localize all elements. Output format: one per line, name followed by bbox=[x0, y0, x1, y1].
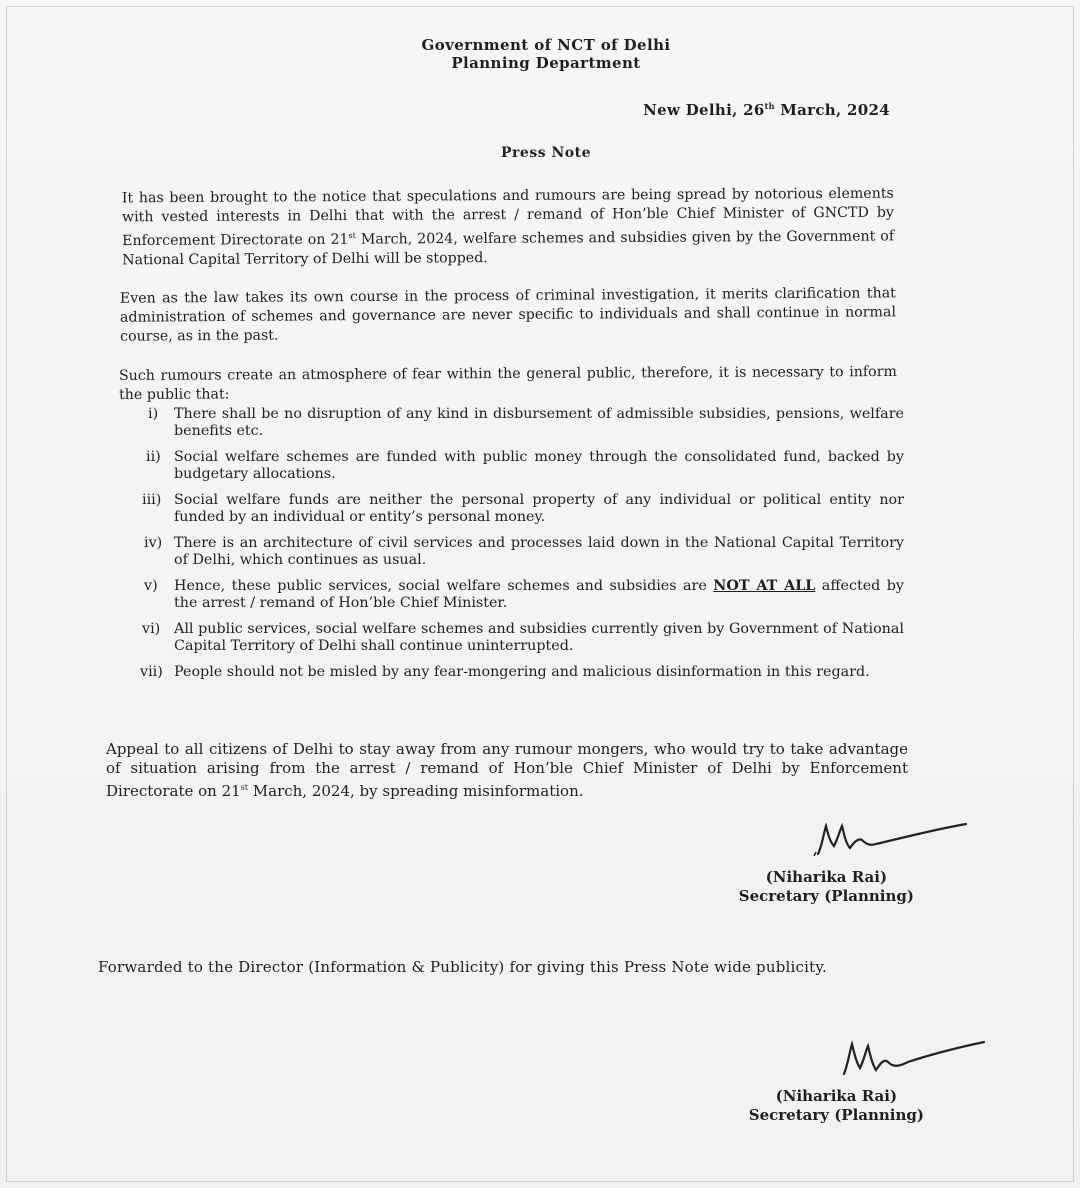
list-item: ii) Social welfare schemes are funded with public money through the consolidated fund, backed by budgetary allocations. bbox=[146, 449, 904, 482]
press-note-title: Press Note bbox=[501, 145, 591, 161]
signatory-2-designation: Secretary (Planning) bbox=[748, 1106, 924, 1124]
signature-2 bbox=[838, 1036, 988, 1080]
header-government: Government of NCT of Delhi bbox=[421, 36, 671, 54]
paragraph-law-course: Even as the law takes its own course in the process of criminal investigation, it merits clarification that administration of schemes and governance are never specific to individuals and shall continue in normal course, as in the past. bbox=[119, 285, 897, 345]
header-department: Planning Department bbox=[451, 54, 641, 72]
paragraph-forwarded: Forwarded to the Director (Information & Publicity) for giving this Press Note wide publicity. bbox=[98, 958, 827, 976]
signature-1 bbox=[812, 816, 972, 860]
points-list bbox=[140, 406, 904, 690]
signatory-2-block bbox=[749, 1087, 924, 1125]
signatory-1-name: (Niharika Rai) bbox=[765, 868, 888, 886]
list-item: v) Hence, these public services, social welfare schemes and subsidies are NOT AT ALL affected by the arrest / remand of Hon’ble Chief Minister. bbox=[144, 578, 904, 611]
paragraph-appeal: Appeal to all citizens of Delhi to stay away from any rumour mongers, who would try to take advantage of situation arising from the arrest / remand of Hon’ble Chief Minister of Delhi by Enforcement Directorate on 21st March, 2024, by spreading misinformation. bbox=[106, 740, 908, 800]
emphasis-not-at-all: NOT AT ALL bbox=[713, 578, 816, 594]
list-item: iii) Social welfare funds are neither the personal property of any individual or political entity nor funded by an individual or entity’s personal money. bbox=[142, 492, 904, 525]
list-item: vi) All public services, social welfare schemes and subsidies currently given by Government of National Capital Territory of Delhi shall continue uninterrupted. bbox=[142, 621, 904, 654]
signatory-1-designation: Secretary (Planning) bbox=[738, 887, 914, 905]
list-item: vii) People should not be misled by any fear-mongering and malicious disinformation in this regard. bbox=[140, 664, 870, 680]
list-item: i) There shall be no disruption of any kind in disbursement of admissible subsidies, pensions, welfare benefits etc. bbox=[148, 406, 904, 439]
signatory-2-name: (Niharika Rai) bbox=[775, 1087, 898, 1105]
paragraph-inform-public: Such rumours create an atmosphere of fear within the general public, therefore, it is necessary to inform the public that: bbox=[118, 363, 897, 404]
paragraph-rumours-notice: It has been brought to the notice that speculations and rumours are being spread by notorious elements with vested interests in Delhi that with the arrest / remand of Hon’ble Chief Minister of GNCTD by Enforcement Directorate on 21st March, 2024, welfare schemes and subsidies given by the Government of National Capital Territory of Delhi will be stopped. bbox=[121, 185, 895, 269]
list-item: iv) There is an architecture of civil services and processes laid down in the National Capital Territory of Delhi, which continues as usual. bbox=[144, 535, 904, 568]
signatory-1-block bbox=[739, 868, 914, 906]
press-note-date: New Delhi, 26th March, 2024 bbox=[643, 101, 890, 119]
